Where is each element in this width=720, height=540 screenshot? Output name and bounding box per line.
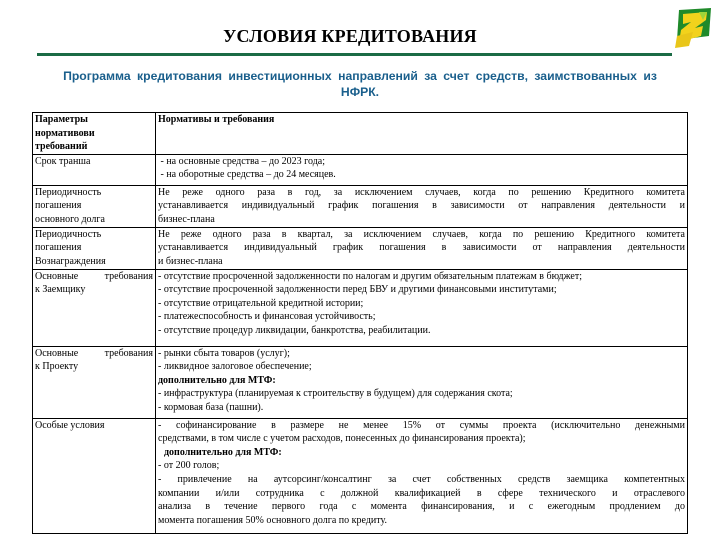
value-line: - отсутствие просроченной задолженности перед БВУ и другими финансовыми институтами; xyxy=(158,284,557,296)
value-cell xyxy=(156,154,688,185)
value-line: момента погашения 50% основного долга по кредиту. xyxy=(158,514,387,526)
value-line-bold: дополнительно для МТФ: xyxy=(158,374,276,386)
param-cell xyxy=(33,269,156,346)
value-line: - рынки сбыта товаров (услуг); xyxy=(158,347,290,359)
value-line: средствами, в том числе с учетом расходов, понесенных до финансирования проекта); xyxy=(158,433,526,445)
value-line: устанавливается индивидуальный график погашения в зависимости от направления деятельности xyxy=(158,242,685,254)
value-line: - ликвидное залоговое обеспечение; xyxy=(158,361,312,373)
value-line: - от 200 голов; xyxy=(158,460,220,472)
title-divider xyxy=(37,53,672,56)
param-text: Основные требования xyxy=(35,270,153,282)
param-text: погашения xyxy=(35,200,82,212)
value-line: Не реже одного раза в квартал, за исключением случаев, когда по решению Кредитного комитета xyxy=(158,228,685,240)
value-line: анализа в течение первого года с момента финансирования, и с ежегодным продлением до xyxy=(158,501,685,513)
credit-terms-table xyxy=(32,112,688,534)
header-cell-norms: Нормативы и требования xyxy=(156,113,688,155)
value-line: и бизнес-плана xyxy=(158,255,223,267)
param-cell xyxy=(33,185,156,227)
value-line: Не реже одного раза в год, за исключением случаев, когда по решению Кредитного комитета xyxy=(158,186,685,198)
param-text: Периодичность xyxy=(35,228,102,240)
value-line-bold: дополнительно для МТФ: xyxy=(164,446,282,458)
value-cell xyxy=(156,269,688,346)
table-row xyxy=(33,346,688,418)
param-text: Срок транша xyxy=(35,155,91,167)
header-text: нормативови xyxy=(35,127,95,139)
value-cell xyxy=(156,227,688,269)
param-text: Периодичность xyxy=(35,186,102,198)
table-row xyxy=(33,269,688,346)
value-line: - отсутствие просроченной задолженности по налогам и другим обязательным платежам в бюджет; xyxy=(158,270,583,282)
value-line: - инфраструктура (планируемая к строительству в будущем) для содержания скота; xyxy=(158,388,513,400)
value-line: устанавливается индивидуальный график погашения в зависимости от направления деятельности и xyxy=(158,200,685,212)
table-row xyxy=(33,185,688,227)
value-line: компании и/или сотрудника с должной квалификацией в сфере технического и отраслевого xyxy=(158,487,685,499)
logo-icon xyxy=(673,6,713,48)
value-line: - софинансирование в размере не менее 15% от суммы проекта (исключительно денежными xyxy=(158,419,685,431)
value-cell xyxy=(156,346,688,418)
table-header-row xyxy=(33,113,688,155)
table-row xyxy=(33,418,688,533)
value-line: - платежеспособность и финансовая устойчивость; xyxy=(158,311,376,323)
header-text: требований xyxy=(35,141,88,153)
value-line: - кормовая база (пашни). xyxy=(158,401,264,413)
value-line: - на оборотные средства – до 24 месяцев. xyxy=(158,169,336,181)
table-row xyxy=(33,154,688,185)
param-text: Вознаграждения xyxy=(35,255,106,267)
header-cell-parameters xyxy=(33,113,156,155)
page-title: УСЛОВИЯ КРЕДИТОВАНИЯ xyxy=(223,26,477,46)
param-text: Особые условия xyxy=(35,419,105,431)
value-line: - отсутствие отрицательной кредитной истории; xyxy=(158,297,364,309)
param-cell xyxy=(33,154,156,185)
param-text: основного долга xyxy=(35,213,105,225)
subtitle-line: НФРК. xyxy=(340,85,380,99)
program-subtitle xyxy=(18,68,702,100)
value-line: - привлечение на аутсорсинг/консалтинг за счет собственных средств заемщика компетентных xyxy=(158,473,685,485)
param-cell xyxy=(33,346,156,418)
param-cell xyxy=(33,227,156,269)
param-text: Основные требования xyxy=(35,347,153,359)
value-cell xyxy=(156,185,688,227)
value-line: - на основные средства – до 2023 года; xyxy=(158,155,326,167)
param-text: погашения xyxy=(35,242,82,254)
param-text: к Заемщику xyxy=(35,284,86,296)
param-text: к Проекту xyxy=(35,361,79,373)
subtitle-line: Программа кредитования инвестиционных направлений за счет средств, заимствованных из xyxy=(63,69,657,83)
param-cell xyxy=(33,418,156,533)
value-cell xyxy=(156,418,688,533)
table-row xyxy=(33,227,688,269)
value-line: бизнес-плана xyxy=(158,213,215,225)
value-line: - отсутствие процедур ликвидации, банкротства, реабилитации. xyxy=(158,324,431,336)
header-text: Параметры xyxy=(35,114,88,125)
